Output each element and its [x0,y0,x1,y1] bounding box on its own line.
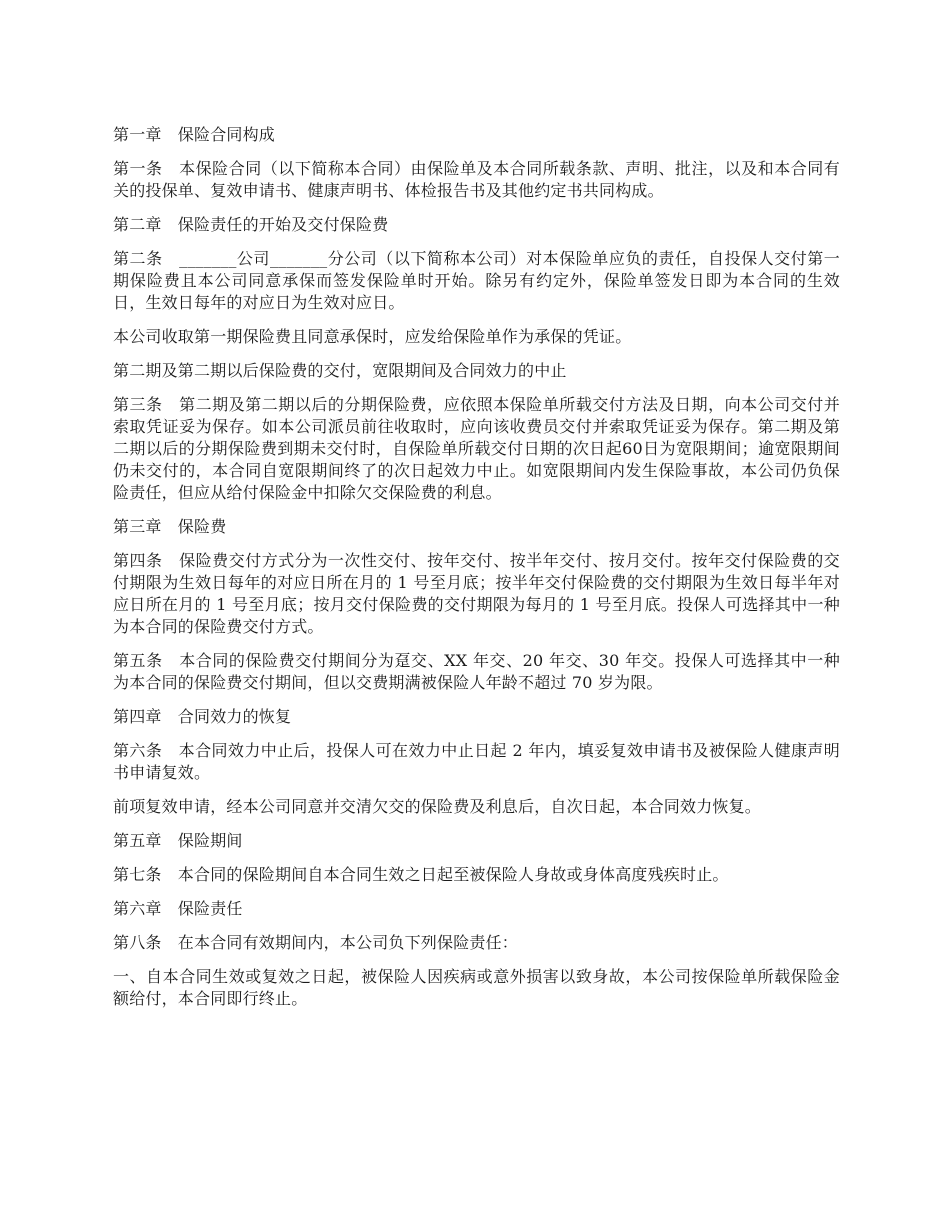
article-2: 第二条 _______公司_______分公司（以下简称本公司）对本保险单应负的责任，自投保人交付第一期保险费且本公司同意承保而签发保险单时开始。除另有约定外，保险单签发日即为本合同的生效日，生效日每年的对应日为生效对应日。 [113,249,840,312]
article-4: 第四条 保险费交付方式分为一次性交付、按年交付、按半年交付、按月交付。按年交付保险费的交付期限为生效日每年的对应日所在月的 1 号至月底；按半年交付保险费的交付期限为生效日每半年对应日所在月的 1 号至月底；按月交付保险费的交付期限为每月的 1 号至月底。投保人可选择其中一种为本合同的保险费交付方式。 [113,551,840,636]
chapter-3-heading: 第三章 保险费 [113,517,227,536]
article-2-receipt: 本公司收取第一期保险费且同意承保时，应发给保险单作为承保的凭证。 [113,327,632,346]
article-7: 第七条 本合同的保险期间自本合同生效之日起至被保险人身故或身体高度残疾时止。 [113,865,729,884]
article-6-approval: 前项复效申请，经本公司同意并交清欠交的保险费及利息后，自次日起，本合同效力恢复。 [113,797,762,816]
section-grace-period-heading: 第二期及第二期以后保险费的交付，宽限期间及合同效力的中止 [113,361,567,380]
chapter-2-heading: 第二章 保险责任的开始及交付保险费 [113,215,389,234]
chapter-1-heading: 第一章 保险合同构成 [113,125,276,144]
chapter-4-heading: 第四章 合同效力的恢复 [113,707,292,726]
document-page [113,124,840,1022]
article-3: 第三条 第二期及第二期以后的分期保险费，应依照本保险单所载交付方法及日期，向本公司交付并索取凭证妥为保存。如本公司派员前往收取时，应向该收费员交付并索取凭证妥为保存。第二期及第二期以后的分期保险费到期未交付时，自保险单所载交付日期的次日起60日为宽限期间；逾宽限期间仍未交付的，本合同自宽限期间终了的次日起效力中止。如宽限期间内发生保险事故，本公司仍负保险责任，但应从给付保险金中扣除欠交保险费的利息。 [113,395,840,502]
article-8-item-1: 一、自本合同生效或复效之日起，被保险人因疾病或意外损害以致身故，本公司按保险单所载保险金额给付，本合同即行终止。 [113,967,840,1008]
article-6: 第六条 本合同效力中止后，投保人可在效力中止日起 2 年内，填妥复效申请书及被保险人健康声明书申请复效。 [113,741,840,782]
chapter-5-heading: 第五章 保险期间 [113,831,243,850]
article-8: 第八条 在本合同有效期间内，本公司负下列保险责任： [113,933,519,952]
article-1: 第一条 本保险合同（以下简称本合同）由保险单及本合同所载条款、声明、批注，以及和本合同有关的投保单、复效申请书、健康声明书、体检报告书及其他约定书共同构成。 [113,159,840,200]
chapter-6-heading: 第六章 保险责任 [113,899,243,918]
article-5: 第五条 本合同的保险费交付期间分为趸交、XX 年交、20 年交、30 年交。投保人可选择其中一种为本合同的保险费交付期间，但以交费期满被保险人年龄不超过 70 岁为限。 [113,651,840,692]
